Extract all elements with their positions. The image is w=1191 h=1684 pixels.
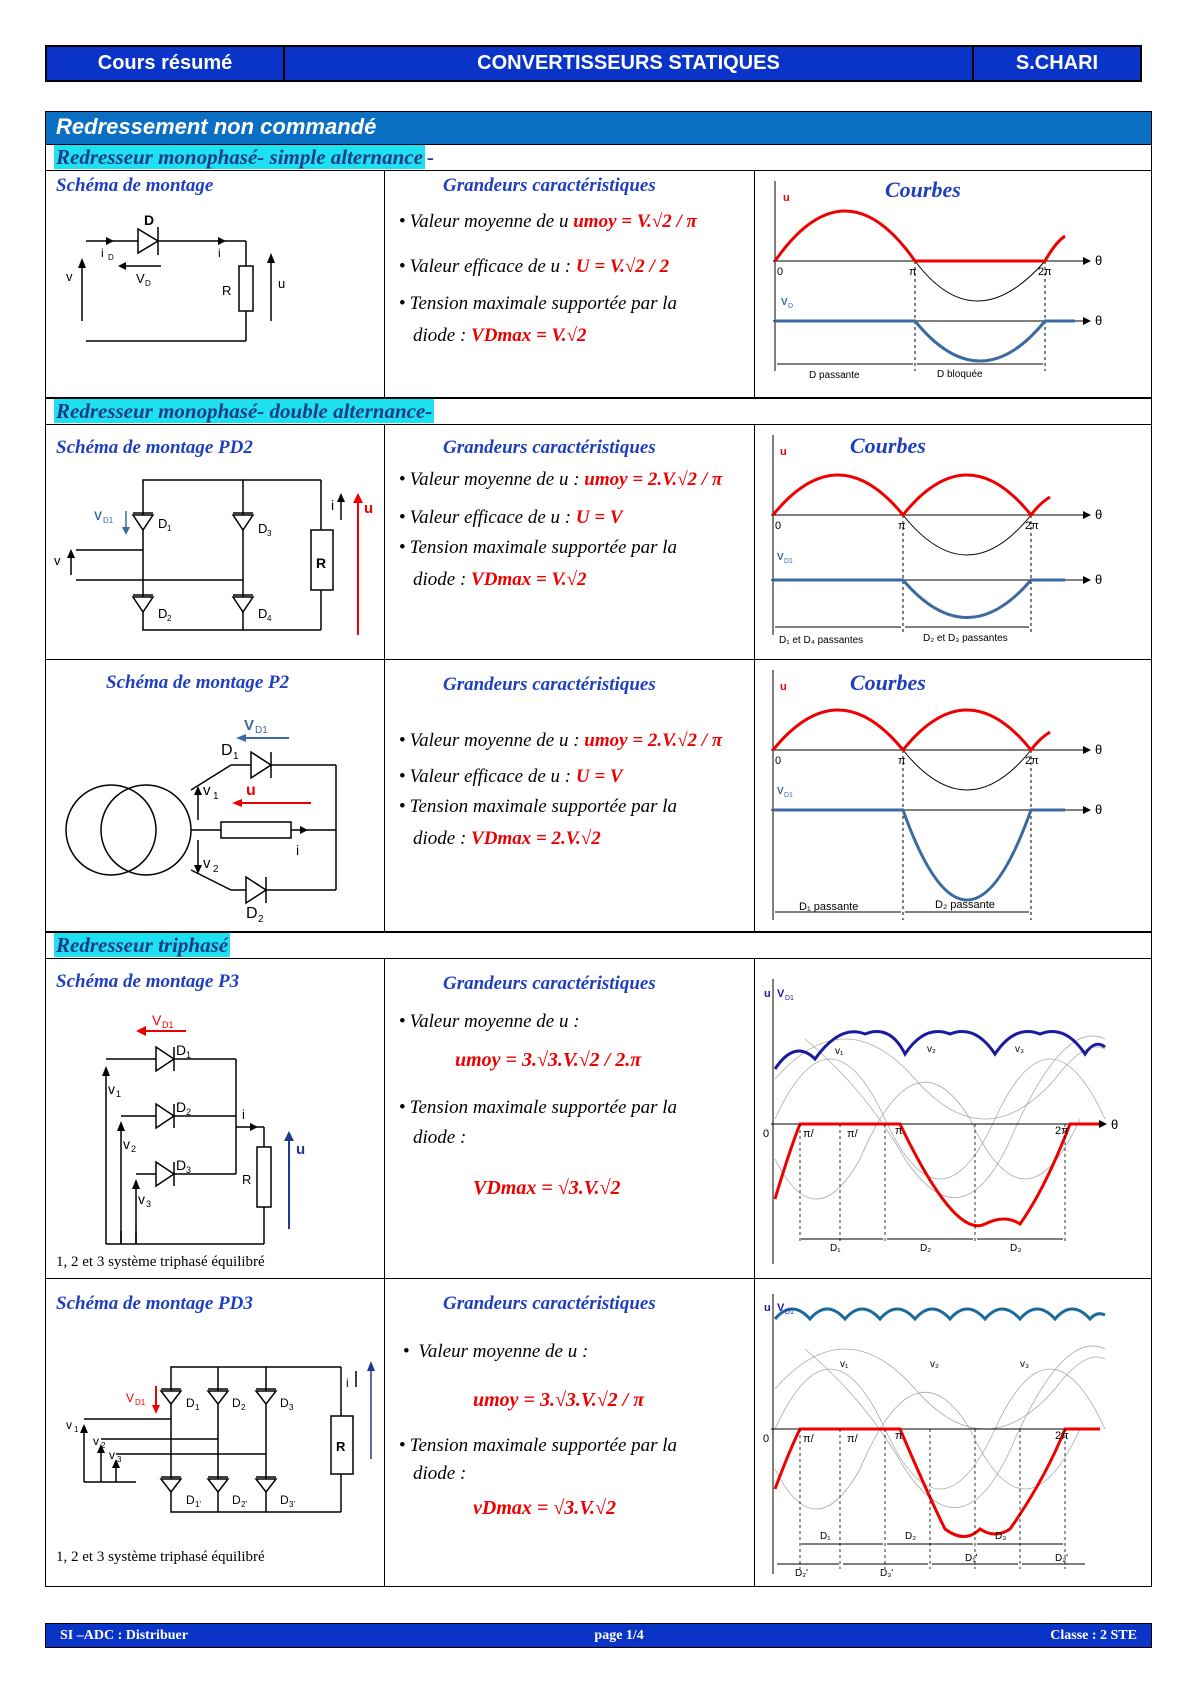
bullet-text: Valeur efficace de u : bbox=[409, 766, 572, 787]
bullet-text: Valeur efficace de u : bbox=[409, 256, 572, 277]
svg-text:D: D bbox=[186, 1396, 195, 1410]
section-title: Redresseur triphasé bbox=[56, 933, 229, 957]
pd3-curves bbox=[755, 1279, 1151, 1586]
svg-text:v: v bbox=[54, 553, 61, 568]
main-table bbox=[45, 111, 1152, 1587]
bullet-text: Tension maximale supportée par la bbox=[409, 537, 678, 558]
bullet-vmax: • Tension maximale supportée par la bbox=[399, 796, 678, 817]
pd2-curves bbox=[755, 425, 1151, 660]
svg-text:u: u bbox=[296, 1141, 306, 1158]
section-suffix: - bbox=[426, 145, 434, 169]
svg-text:1: 1 bbox=[195, 1403, 200, 1412]
svg-text:0: 0 bbox=[775, 520, 782, 532]
svg-text:v: v bbox=[66, 269, 73, 284]
bullet-vmax: • Tension maximale supportée par la bbox=[399, 1097, 678, 1118]
pd2-circuit bbox=[46, 425, 385, 660]
schema-title: Schéma de montage P2 bbox=[106, 672, 290, 693]
svg-text:D1: D1 bbox=[784, 558, 793, 565]
svg-text:1: 1 bbox=[213, 791, 219, 802]
svg-text:u: u bbox=[780, 446, 787, 458]
svg-text:θ: θ bbox=[1095, 507, 1103, 522]
svg-text:D₁: D₁ bbox=[820, 1531, 831, 1542]
p2-curves bbox=[755, 660, 1151, 932]
svg-text:1: 1 bbox=[116, 1089, 122, 1099]
svg-text:D: D bbox=[158, 606, 168, 621]
svg-text:1: 1 bbox=[186, 1050, 192, 1060]
bullet-mean: • Valeur moyenne de u : bbox=[399, 1011, 580, 1032]
svg-text:θ: θ bbox=[1095, 253, 1103, 268]
svg-text:V: V bbox=[777, 786, 784, 797]
svg-text:D1: D1 bbox=[784, 792, 793, 799]
curve-label: D₁ et D₄ passantes bbox=[779, 635, 864, 646]
bullet-mean: • Valeur moyenne de u umoy = V.√2 / π bbox=[399, 211, 697, 232]
curves-cell bbox=[755, 1279, 1151, 1586]
quantities-cell bbox=[385, 171, 755, 397]
svg-text:D: D bbox=[186, 1493, 195, 1507]
svg-text:1: 1 bbox=[233, 751, 239, 762]
bullet-vmax: • Tension maximale supportée par la bbox=[399, 293, 678, 314]
p3-curves bbox=[755, 959, 1151, 1279]
svg-text:D: D bbox=[108, 253, 114, 262]
svg-text:2: 2 bbox=[258, 914, 264, 925]
svg-text:π/: π/ bbox=[803, 1433, 814, 1445]
bullet-text: diode : bbox=[413, 325, 467, 346]
bullet-text: Tension maximale supportée par la bbox=[409, 796, 678, 817]
svg-text:V: V bbox=[152, 1012, 162, 1028]
formula: VDmax = V.√2 bbox=[471, 569, 587, 590]
bullet-text: diode : bbox=[413, 828, 467, 849]
svg-text:v: v bbox=[203, 782, 211, 799]
svg-text:D: D bbox=[158, 516, 168, 531]
page-header bbox=[45, 45, 1142, 82]
svg-text:u: u bbox=[764, 1302, 771, 1314]
svg-text:v₃: v₃ bbox=[1015, 1044, 1025, 1055]
section-title: Redresseur monophasé- double alternance- bbox=[56, 399, 433, 423]
bullet-text: diode : bbox=[413, 1127, 467, 1148]
svg-text:v: v bbox=[203, 855, 211, 872]
bullet-text: Tension maximale supportée par la bbox=[409, 1097, 678, 1118]
svg-text:V: V bbox=[94, 509, 103, 523]
svg-text:D: D bbox=[176, 1099, 187, 1115]
svg-text:3: 3 bbox=[146, 1199, 152, 1209]
header-title: CONVERTISSEURS STATIQUES bbox=[285, 47, 974, 80]
svg-text:D: D bbox=[176, 1042, 187, 1058]
svg-text:i: i bbox=[218, 246, 221, 260]
svg-text:θ: θ bbox=[1095, 742, 1103, 757]
bullet-rms: • Valeur efficace de u : U = V.√2 / 2 bbox=[399, 256, 670, 277]
svg-text:v: v bbox=[109, 1448, 115, 1462]
formula: umoy = V.√2 / π bbox=[573, 211, 697, 232]
svg-text:θ: θ bbox=[1111, 1117, 1119, 1132]
svg-text:v₂: v₂ bbox=[930, 1359, 939, 1370]
svg-text:1: 1 bbox=[74, 1425, 79, 1434]
quantities-cell bbox=[385, 1279, 755, 1586]
svg-text:R: R bbox=[336, 1439, 346, 1454]
svg-text:4: 4 bbox=[267, 614, 272, 623]
curves-cell bbox=[755, 660, 1151, 931]
curves-cell bbox=[755, 171, 1151, 397]
svg-text:π/: π/ bbox=[803, 1128, 814, 1140]
svg-text:D₂: D₂ bbox=[905, 1531, 917, 1542]
schema-title: Schéma de montage PD3 bbox=[56, 1293, 253, 1314]
svg-text:D1: D1 bbox=[162, 1020, 174, 1030]
svg-text:0: 0 bbox=[763, 1433, 770, 1445]
svg-text:V: V bbox=[136, 271, 145, 286]
svg-text:i: i bbox=[296, 842, 300, 858]
svg-text:π: π bbox=[909, 266, 917, 278]
svg-text:π/: π/ bbox=[847, 1433, 858, 1445]
svg-text:u: u bbox=[764, 988, 771, 1000]
formula: VDmax = 2.V.√2 bbox=[471, 828, 601, 849]
svg-text:D: D bbox=[232, 1493, 241, 1507]
bullet-text: Valeur moyenne de u bbox=[409, 211, 569, 232]
formula: umoy = 2.V.√2 / π bbox=[584, 469, 723, 490]
svg-text:v: v bbox=[138, 1191, 145, 1207]
bullet-vmax: • Tension maximale supportée par la bbox=[399, 1435, 678, 1456]
svg-text:u: u bbox=[364, 500, 374, 517]
svg-text:D: D bbox=[280, 1396, 289, 1410]
svg-text:D: D bbox=[258, 521, 268, 536]
svg-text:2π: 2π bbox=[1055, 1430, 1069, 1442]
svg-text:3: 3 bbox=[117, 1455, 122, 1464]
svg-text:v₃: v₃ bbox=[1020, 1359, 1030, 1370]
svg-text:D1: D1 bbox=[135, 1398, 146, 1407]
svg-text:v₂: v₂ bbox=[927, 1044, 936, 1055]
row-p2 bbox=[46, 660, 1151, 932]
bullet-text: Tension maximale supportée par la bbox=[409, 293, 678, 314]
bullet-vmax: • Tension maximale supportée par la bbox=[399, 537, 678, 558]
svg-text:D₂': D₂' bbox=[1055, 1553, 1069, 1564]
footer-left: SI –ADC : Distribuer bbox=[60, 1627, 188, 1643]
svg-text:1: 1 bbox=[167, 524, 172, 533]
svg-text:2: 2 bbox=[131, 1144, 137, 1154]
svg-text:D₁': D₁' bbox=[965, 1553, 978, 1564]
svg-text:v: v bbox=[93, 1434, 99, 1448]
svg-text:3: 3 bbox=[267, 529, 272, 538]
svg-text:D₂': D₂' bbox=[795, 1568, 809, 1579]
formula: U = V.√2 / 2 bbox=[575, 256, 670, 277]
row-p3 bbox=[46, 959, 1151, 1279]
svg-text:v: v bbox=[108, 1081, 115, 1097]
svg-text:3': 3' bbox=[289, 1500, 295, 1509]
svg-text:u: u bbox=[278, 276, 286, 291]
curves-title: Courbes bbox=[850, 433, 926, 458]
curves-cell bbox=[755, 959, 1151, 1278]
footer-page: page 1/4 bbox=[594, 1627, 644, 1643]
schema-title: Schéma de montage bbox=[56, 175, 214, 196]
svg-text:D1: D1 bbox=[785, 995, 794, 1002]
bullet-mean: • Valeur moyenne de u : umoy = 2.V.√2 / π bbox=[399, 469, 723, 490]
svg-text:2: 2 bbox=[241, 1403, 246, 1412]
quantities-title: Grandeurs caractéristiques bbox=[443, 1293, 656, 1314]
svg-text:π: π bbox=[898, 520, 906, 532]
half-wave-circuit bbox=[46, 171, 385, 398]
svg-text:D₃': D₃' bbox=[880, 1568, 894, 1579]
svg-text:2π: 2π bbox=[1025, 520, 1039, 532]
page-footer bbox=[45, 1623, 1152, 1648]
svg-text:D1: D1 bbox=[103, 516, 114, 525]
formula: U = V bbox=[575, 766, 623, 787]
curve-label: D passante bbox=[809, 370, 860, 381]
svg-text:i: i bbox=[242, 1107, 245, 1122]
curves-title: Courbes bbox=[850, 670, 926, 695]
svg-text:D: D bbox=[246, 905, 258, 922]
svg-text:θ: θ bbox=[1095, 313, 1103, 328]
bullet-text: Valeur moyenne de u : bbox=[409, 730, 580, 751]
svg-text:V: V bbox=[244, 717, 255, 734]
svg-text:V: V bbox=[781, 297, 788, 308]
formula: vDmax = √3.V.√2 bbox=[473, 1497, 616, 1519]
curve-label: D₂ et D₃ passantes bbox=[923, 633, 1008, 644]
svg-text:3: 3 bbox=[289, 1403, 294, 1412]
formula: umoy = 3.√3.V.√2 / π bbox=[473, 1389, 645, 1411]
curves-title: Courbes bbox=[885, 177, 961, 202]
svg-text:2: 2 bbox=[186, 1107, 192, 1117]
svg-text:v: v bbox=[123, 1136, 130, 1152]
svg-text:D₃: D₃ bbox=[1010, 1243, 1022, 1254]
quantities-title: Grandeurs caractéristiques bbox=[443, 973, 656, 994]
row-half-wave bbox=[46, 171, 1151, 398]
svg-text:2': 2' bbox=[241, 1500, 247, 1509]
quantities-cell bbox=[385, 660, 755, 931]
section-banner: Redressement non commandé bbox=[46, 112, 1151, 144]
svg-text:u: u bbox=[783, 192, 790, 204]
section-single-phase-full bbox=[46, 398, 1151, 425]
bullet-rms: • Valeur efficace de u : U = V bbox=[399, 507, 623, 528]
svg-text:π: π bbox=[895, 1125, 903, 1137]
header-author: S.CHARI bbox=[1015, 52, 1099, 74]
svg-text:2π: 2π bbox=[1055, 1125, 1069, 1137]
formula: U = V bbox=[575, 507, 623, 528]
bullet-text: Tension maximale supportée par la bbox=[409, 1435, 678, 1456]
tri-note: 1, 2 et 3 système triphasé équilibré bbox=[56, 1549, 265, 1565]
svg-text:θ: θ bbox=[1095, 802, 1103, 817]
svg-text:i: i bbox=[346, 1376, 349, 1390]
svg-text:D₁: D₁ bbox=[830, 1243, 841, 1254]
svg-text:1': 1' bbox=[195, 1500, 201, 1509]
svg-text:π: π bbox=[895, 1430, 903, 1442]
bullet-text: Valeur moyenne de u : bbox=[409, 469, 580, 490]
bullet-diode bbox=[413, 828, 601, 850]
row-pd3 bbox=[46, 1279, 1151, 1586]
svg-text:D: D bbox=[144, 212, 155, 228]
bullet-diode bbox=[413, 569, 586, 591]
svg-text:2: 2 bbox=[213, 864, 219, 875]
section-three-phase bbox=[46, 932, 1151, 959]
formula: umoy = 3.√3.V.√2 / 2.π bbox=[455, 1049, 642, 1071]
svg-text:i: i bbox=[331, 497, 335, 513]
schema-title: Schéma de montage P3 bbox=[56, 971, 240, 992]
bullet-text: diode : bbox=[413, 569, 467, 590]
svg-text:π/: π/ bbox=[847, 1128, 858, 1140]
header-course: Cours résumé bbox=[47, 47, 285, 80]
svg-text:D1: D1 bbox=[255, 725, 268, 736]
formula: VDmax = √3.V.√2 bbox=[473, 1177, 621, 1199]
bullet-text: Valeur moyenne de u : bbox=[409, 1011, 580, 1032]
curves-cell bbox=[755, 425, 1151, 659]
svg-text:R: R bbox=[222, 283, 232, 298]
svg-text:D1: D1 bbox=[785, 1309, 794, 1316]
svg-text:θ: θ bbox=[1095, 572, 1103, 587]
svg-text:v₁: v₁ bbox=[840, 1359, 849, 1370]
svg-text:D: D bbox=[221, 742, 233, 759]
svg-text:π: π bbox=[898, 755, 906, 767]
svg-text:0: 0 bbox=[763, 1128, 770, 1140]
quantities-cell bbox=[385, 425, 755, 659]
svg-text:R: R bbox=[242, 1172, 252, 1187]
quantities-title: Grandeurs caractéristiques bbox=[443, 674, 656, 695]
svg-text:D₃: D₃ bbox=[995, 1531, 1007, 1542]
svg-text:V: V bbox=[777, 552, 784, 563]
svg-text:0: 0 bbox=[777, 266, 784, 278]
svg-text:3: 3 bbox=[186, 1165, 192, 1175]
p3-circuit bbox=[46, 959, 385, 1279]
pd3-circuit bbox=[46, 1279, 385, 1586]
svg-text:D: D bbox=[145, 279, 151, 288]
schema-cell bbox=[46, 660, 385, 931]
svg-text:V: V bbox=[777, 988, 785, 1000]
bullet-text: Valeur moyenne de u : bbox=[418, 1341, 589, 1362]
tri-note: 1, 2 et 3 système triphasé équilibré bbox=[56, 1254, 265, 1270]
quantities-title: Grandeurs caractéristiques bbox=[443, 437, 656, 458]
bullet-mean: • Valeur moyenne de u : umoy = 2.V.√2 / π bbox=[399, 730, 723, 751]
svg-text:2π: 2π bbox=[1025, 755, 1039, 767]
curve-label: D₁ passante bbox=[799, 901, 859, 913]
p2-circuit bbox=[46, 660, 385, 932]
schema-cell bbox=[46, 171, 385, 397]
svg-text:V: V bbox=[777, 1302, 785, 1314]
schema-cell bbox=[46, 959, 385, 1278]
svg-text:D₂: D₂ bbox=[920, 1243, 932, 1254]
schema-title: Schéma de montage PD2 bbox=[56, 437, 253, 458]
svg-text:v₁: v₁ bbox=[835, 1046, 844, 1057]
svg-text:2π: 2π bbox=[1038, 266, 1052, 278]
quantities-cell bbox=[385, 959, 755, 1278]
svg-text:D: D bbox=[176, 1157, 187, 1173]
section-title: Redresseur monophasé- simple alternance bbox=[56, 145, 423, 169]
quantities-title: Grandeurs caractéristiques bbox=[443, 175, 656, 196]
svg-text:2: 2 bbox=[101, 1441, 106, 1450]
svg-text:i: i bbox=[101, 246, 104, 260]
bullet-diode bbox=[413, 1463, 466, 1485]
curve-label: D bloquée bbox=[937, 369, 983, 380]
row-pd2 bbox=[46, 425, 1151, 660]
svg-text:D: D bbox=[232, 1396, 241, 1410]
svg-text:u: u bbox=[246, 782, 256, 799]
formula: umoy = 2.V.√2 / π bbox=[584, 730, 723, 751]
bullet-rms: • Valeur efficace de u : U = V bbox=[399, 766, 623, 787]
svg-text:V: V bbox=[126, 1391, 135, 1405]
bullet-text: Valeur efficace de u : bbox=[409, 507, 572, 528]
svg-text:D: D bbox=[258, 606, 268, 621]
half-wave-curves bbox=[755, 171, 1151, 398]
bullet-diode bbox=[413, 1127, 466, 1149]
svg-text:v: v bbox=[66, 1418, 72, 1432]
svg-text:R: R bbox=[316, 555, 327, 571]
bullet-text: diode : bbox=[413, 1463, 467, 1484]
bullet-diode bbox=[413, 325, 586, 347]
svg-text:D: D bbox=[280, 1493, 289, 1507]
footer-class: Classe : 2 STE bbox=[1050, 1627, 1137, 1643]
svg-text:0: 0 bbox=[775, 755, 782, 767]
formula: VDmax = V.√2 bbox=[471, 325, 587, 346]
svg-text:2: 2 bbox=[167, 614, 172, 623]
bullet-mean: • Valeur moyenne de u : bbox=[403, 1341, 589, 1362]
svg-text:D: D bbox=[788, 303, 794, 310]
schema-cell bbox=[46, 425, 385, 659]
svg-text:u: u bbox=[780, 681, 787, 693]
schema-cell bbox=[46, 1279, 385, 1586]
curve-label: D₂ passante bbox=[935, 899, 995, 911]
section-single-phase-half bbox=[46, 144, 1151, 171]
